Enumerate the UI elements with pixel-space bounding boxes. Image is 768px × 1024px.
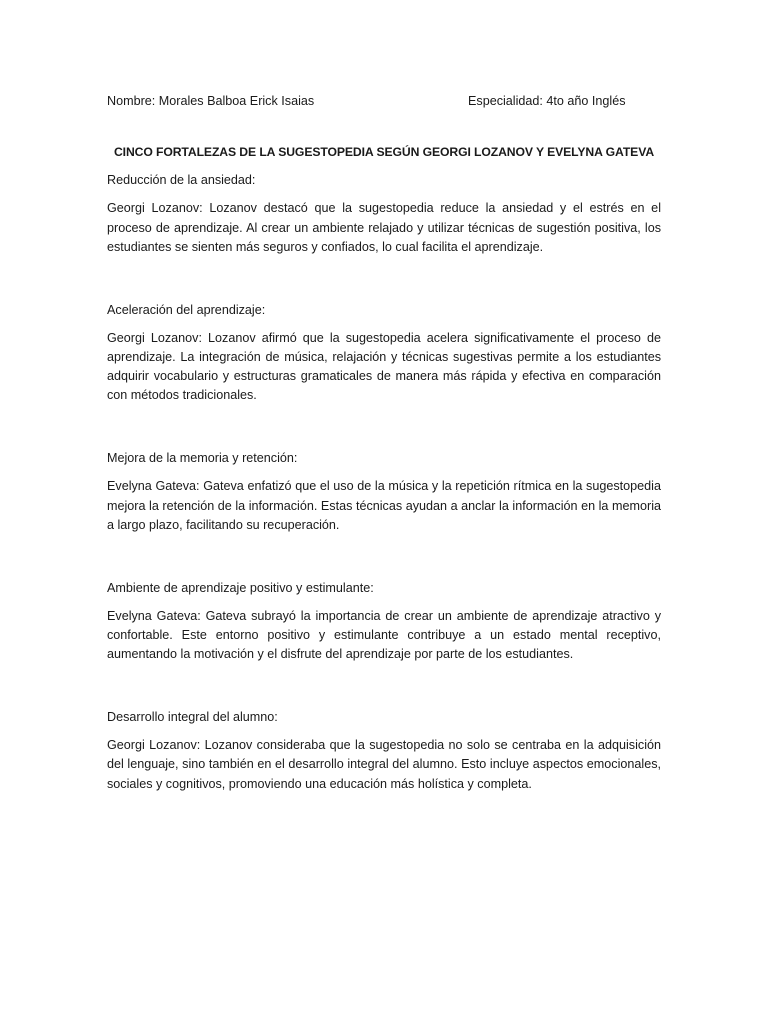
section-body: Georgi Lozanov: Lozanov destacó que la sugestopedia reduce la ansiedad y el estrés en el proceso de aprendizaje. Al crear un ambiente relajado y utilizar técnicas de sugestión positiva, los estudiantes se sienten más seguros y confiados, lo cual facilita el aprendizaje. [107,201,661,254]
section-body: Georgi Lozanov: Lozanov consideraba que la sugestopedia no solo se centraba en la adquisición del lenguaje, sino también en el desarrollo integral del alumno. Esto incluye aspectos emocionales, sociales y cognitivos, promoviendo una educación más holística y completa. [107,738,661,791]
student-name: Nombre: Morales Balboa Erick Isaias [107,94,315,108]
section-heading: Reducción de la ansiedad: [107,173,256,188]
section-heading: Ambiente de aprendizaje positivo y estimulante: [107,580,374,595]
section-aceleracion-aprendizaje [107,301,661,406]
paragraph-gap [107,677,661,708]
paragraph-gap [107,270,661,301]
section-body: Evelyna Gateva: Gateva enfatizó que el uso de la música y la repetición rítmica en la sugestopedia mejora la retención de la información. Estas técnicas ayudan a anclar la información en la memoria a largo plazo, facilitando su recuperación. [107,479,661,532]
section-heading: Desarrollo integral del alumno: [107,710,278,725]
document-header [107,92,661,112]
document-page [107,84,661,806]
section-desarrollo-integral [107,708,661,794]
student-specialty: Especialidad: 4to año Inglés [468,94,626,108]
section-memoria-retencion [107,449,661,535]
paragraph-gap [107,548,661,579]
section-body: Evelyna Gateva: Gateva subrayó la importancia de crear un ambiente de aprendizaje atractivo y confortable. Este entorno positivo y estimulante contribuye a un estado mental receptivo, aumentando la motivación y el disfrute del aprendizaje por parte de los estudiantes. [107,608,661,662]
document-title: CINCO FORTALEZAS DE LA SUGESTOPEDIA SEGÚN GEORGI LOZANOV Y EVELYNA GATEVA [113,145,655,159]
section-reduccion-ansiedad [107,171,661,257]
section-ambiente-positivo [107,579,661,665]
paragraph-gap [107,418,661,449]
section-heading: Mejora de la memoria y retención: [107,451,298,466]
section-body: Georgi Lozanov: Lozanov afirmó que la sugestopedia acelera significativamente el proceso de aprendizaje. La integración de música, relajación y técnicas sugestivas permite a los estudiantes adquirir vocabulario y estructuras gramaticales de manera más rápida y efectiva en comparación con métodos tradicionales. [107,330,661,403]
section-heading: Aceleración del aprendizaje: [107,302,266,317]
